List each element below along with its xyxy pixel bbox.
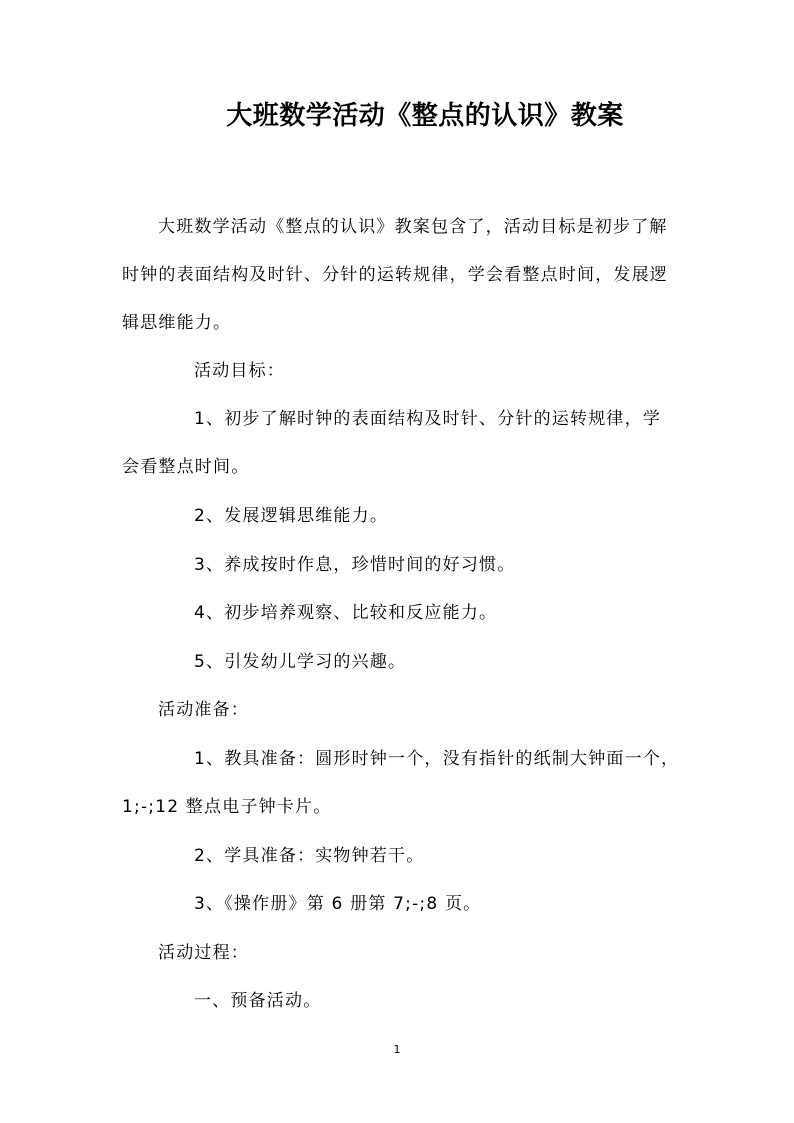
section-heading-process: 活动过程：	[158, 943, 249, 963]
section-heading-preparation: 活动准备：	[158, 700, 249, 720]
document-title: 大班数学活动《整点的认识》教案	[226, 101, 624, 131]
preparation-item-1: 1、教具准备：圆形时钟一个，没有指针的纸制大钟面一个，	[194, 749, 680, 769]
goal-item-1: 1、初步了解时钟的表面结构及时针、分针的运转规律，学	[194, 409, 662, 429]
paragraph-line-2: 时钟的表面结构及时针、分针的运转规律，学会看整点时间，发展逻	[122, 265, 668, 285]
goal-item-5: 5、引发幼儿学习的兴趣。	[194, 652, 407, 672]
preparation-item-3: 3、《操作册》第 6 册第 7;-;8 页。	[194, 894, 482, 914]
goal-item-2: 2、发展逻辑思维能力。	[194, 506, 389, 526]
process-item-1: 一、预备活动。	[194, 991, 322, 1011]
goal-item-3: 3、养成按时作息，珍惜时间的好习惯。	[194, 555, 516, 575]
goal-item-1-continued: 会看整点时间。	[122, 457, 250, 477]
section-heading-goals: 活动目标：	[194, 361, 285, 381]
page-number: 1	[393, 1043, 401, 1056]
paragraph-line-3: 辑思维能力。	[122, 313, 232, 333]
preparation-item-1-continued: 1;-;12 整点电子钟卡片。	[122, 797, 332, 817]
preparation-item-2: 2、学具准备：实物钟若干。	[194, 846, 425, 866]
goal-item-4: 4、初步培养观察、比较和反应能力。	[194, 603, 498, 623]
paragraph-line-1: 大班数学活动《整点的认识》教案包含了，活动目标是初步了解	[158, 217, 668, 237]
